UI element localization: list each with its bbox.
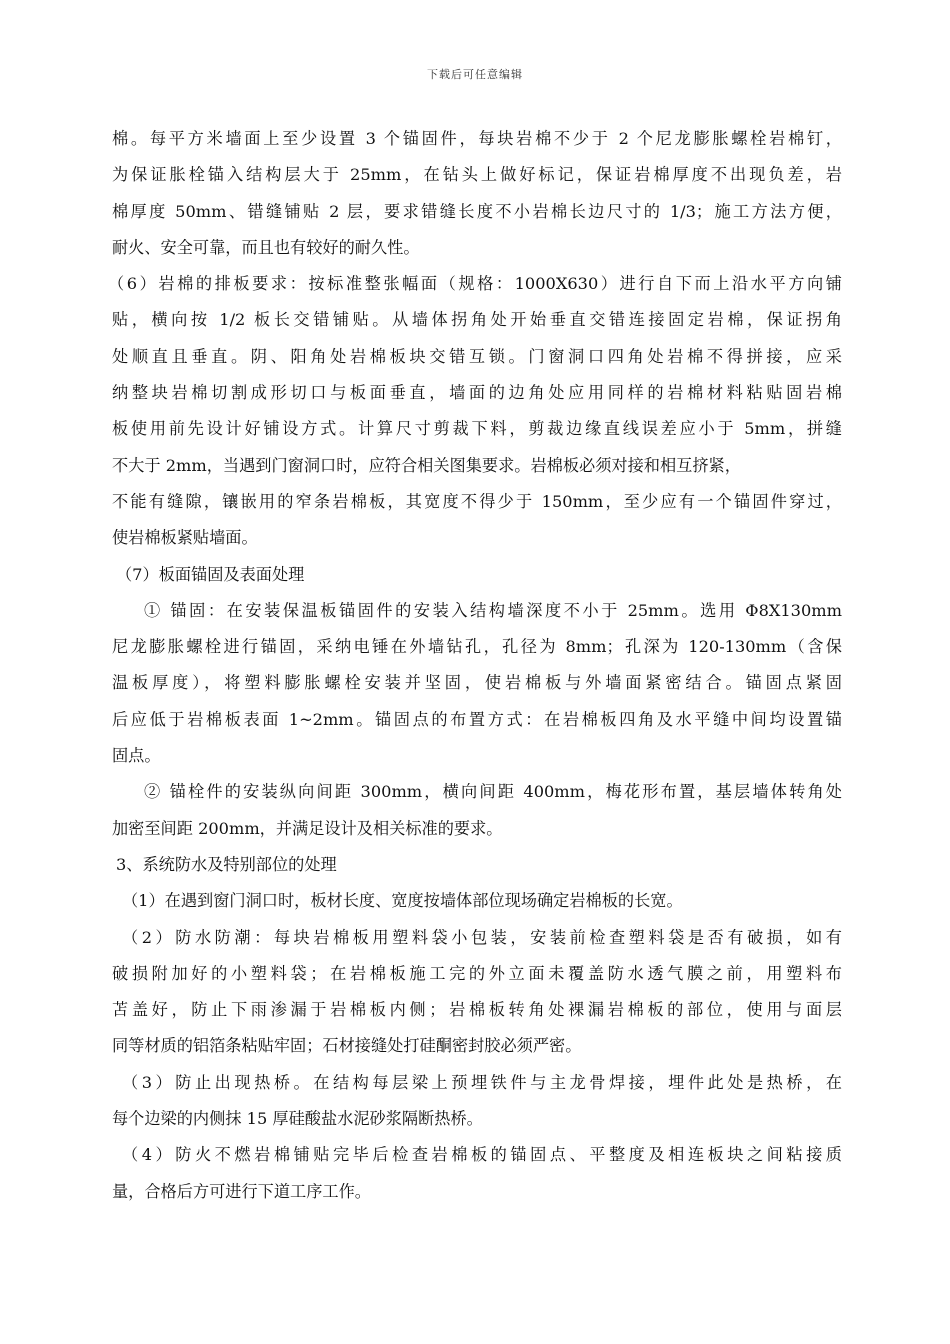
- text-line: 固点。: [112, 746, 161, 766]
- text-line: 苫盖好，防止下雨渗漏于岩棉板内侧；岩棉板转角处裸漏岩棉板的部位，使用与面层: [112, 1000, 842, 1020]
- text-line: 棉。每平方米墙面上至少设置 3 个锚固件，每块岩棉不少于 2 个尼龙膨胀螺栓岩棉钉，: [112, 129, 842, 148]
- document-body: [108, 121, 842, 1210]
- text-line: （3）防止出现热桥。在结构每层梁上预埋铁件与主龙骨焊接，埋件此处是热桥，在: [122, 1072, 842, 1092]
- text-line: 量，合格后方可进行下道工序工作。: [112, 1181, 371, 1201]
- text-line: 板使用前先设计好铺设方式。计算尺寸剪裁下料，剪裁边缘直线误差应小于 5mm，拼缝: [112, 419, 842, 439]
- text-line: 贴，横向按 1/2 板长交错铺贴。从墙体拐角处开始垂直交错连接固定岩棉，保证拐角: [112, 310, 842, 330]
- text-line: 处顺直且垂直。阴、阳角处岩棉板块交错互锁。门窗洞口四角处岩棉不得拼接，应采: [112, 346, 842, 366]
- text-line: 棉厚度 50mm、错缝铺贴 2 层，要求错缝长度不小岩棉长边尺寸的 1/3；施工方法方便，: [112, 201, 842, 221]
- section-heading: 3、系统防水及特别部位的处理: [116, 854, 337, 874]
- text-line: 温板厚度），将塑料膨胀螺栓安装并坚固，使岩棉板与外墙面紧密结合。锚固点紧固: [112, 673, 842, 693]
- page-header: 下载后可任意编辑: [427, 68, 523, 81]
- text-line: （6）岩棉的排板要求：按标准整张幅面（规格：1000X630）进行自下而上沿水平方向铺: [108, 274, 842, 294]
- text-line: 不能有缝隙，镶嵌用的窄条岩棉板，其宽度不得少于 150mm，至少应有一个锚固件穿过，: [112, 491, 842, 511]
- text-line: 每个边梁的内侧抹 15 厚硅酸盐水泥砂浆隔断热桥。: [112, 1109, 483, 1129]
- text-line: 使岩棉板紧贴墙面。: [112, 528, 258, 548]
- text-line: 尼龙膨胀螺栓进行锚固，采纳电锤在外墙钻孔，孔径为 8mm；孔深为 120-130mm（含保: [112, 637, 842, 657]
- text-line: 为保证胀栓锚入结构层大于 25mm，在钻头上做好标记，保证岩棉厚度不出现负差，岩: [112, 165, 842, 185]
- text-line: 加密至间距 200mm，并满足设计及相关标准的要求。: [112, 818, 503, 838]
- section-heading: （7）板面锚固及表面处理: [116, 564, 305, 584]
- text-line: 纳整块岩棉切割成形切口与板面垂直，墙面的边角处应用同样的岩棉材料粘贴固岩棉: [112, 383, 842, 403]
- text-line: 不大于 2mm，当遇到门窗洞口时，应符合相关图集要求。岩棉板必须对接和相互挤紧，: [112, 455, 741, 475]
- text-line: （4）防火不燃岩棉铺贴完毕后检查岩棉板的锚固点、平整度及相连板块之间粘接质: [122, 1145, 842, 1165]
- text-line: 破损附加好的小塑料袋；在岩棉板施工完的外立面未覆盖防水透气膜之前，用塑料布: [112, 963, 842, 983]
- text-line: ② 锚栓件的安装纵向间距 300mm，横向间距 400mm，梅花形布置，基层墙体转角处: [144, 782, 842, 802]
- text-line: （1）在遇到窗门洞口时，板材长度、宽度按墙体部位现场确定岩棉板的长宽。: [122, 891, 683, 911]
- text-line: 后应低于岩棉板表面 1~2mm。锚固点的布置方式：在岩棉板四角及水平缝中间均设置锚: [112, 709, 842, 729]
- text-line: （2）防水防潮：每块岩棉板用塑料袋小包装，安装前检查塑料袋是否有破损，如有: [122, 927, 842, 947]
- text-line: 同等材质的铝箔条粘贴牢固；石材接缝处打硅酮密封胶必须严密。: [112, 1036, 582, 1056]
- text-line: 耐火、安全可靠，而且也有较好的耐久性。: [112, 237, 420, 257]
- text-line: ① 锚固：在安装保温板锚固件的安装入结构墙深度不小于 25mm。选用 Φ8X130mm: [144, 600, 842, 620]
